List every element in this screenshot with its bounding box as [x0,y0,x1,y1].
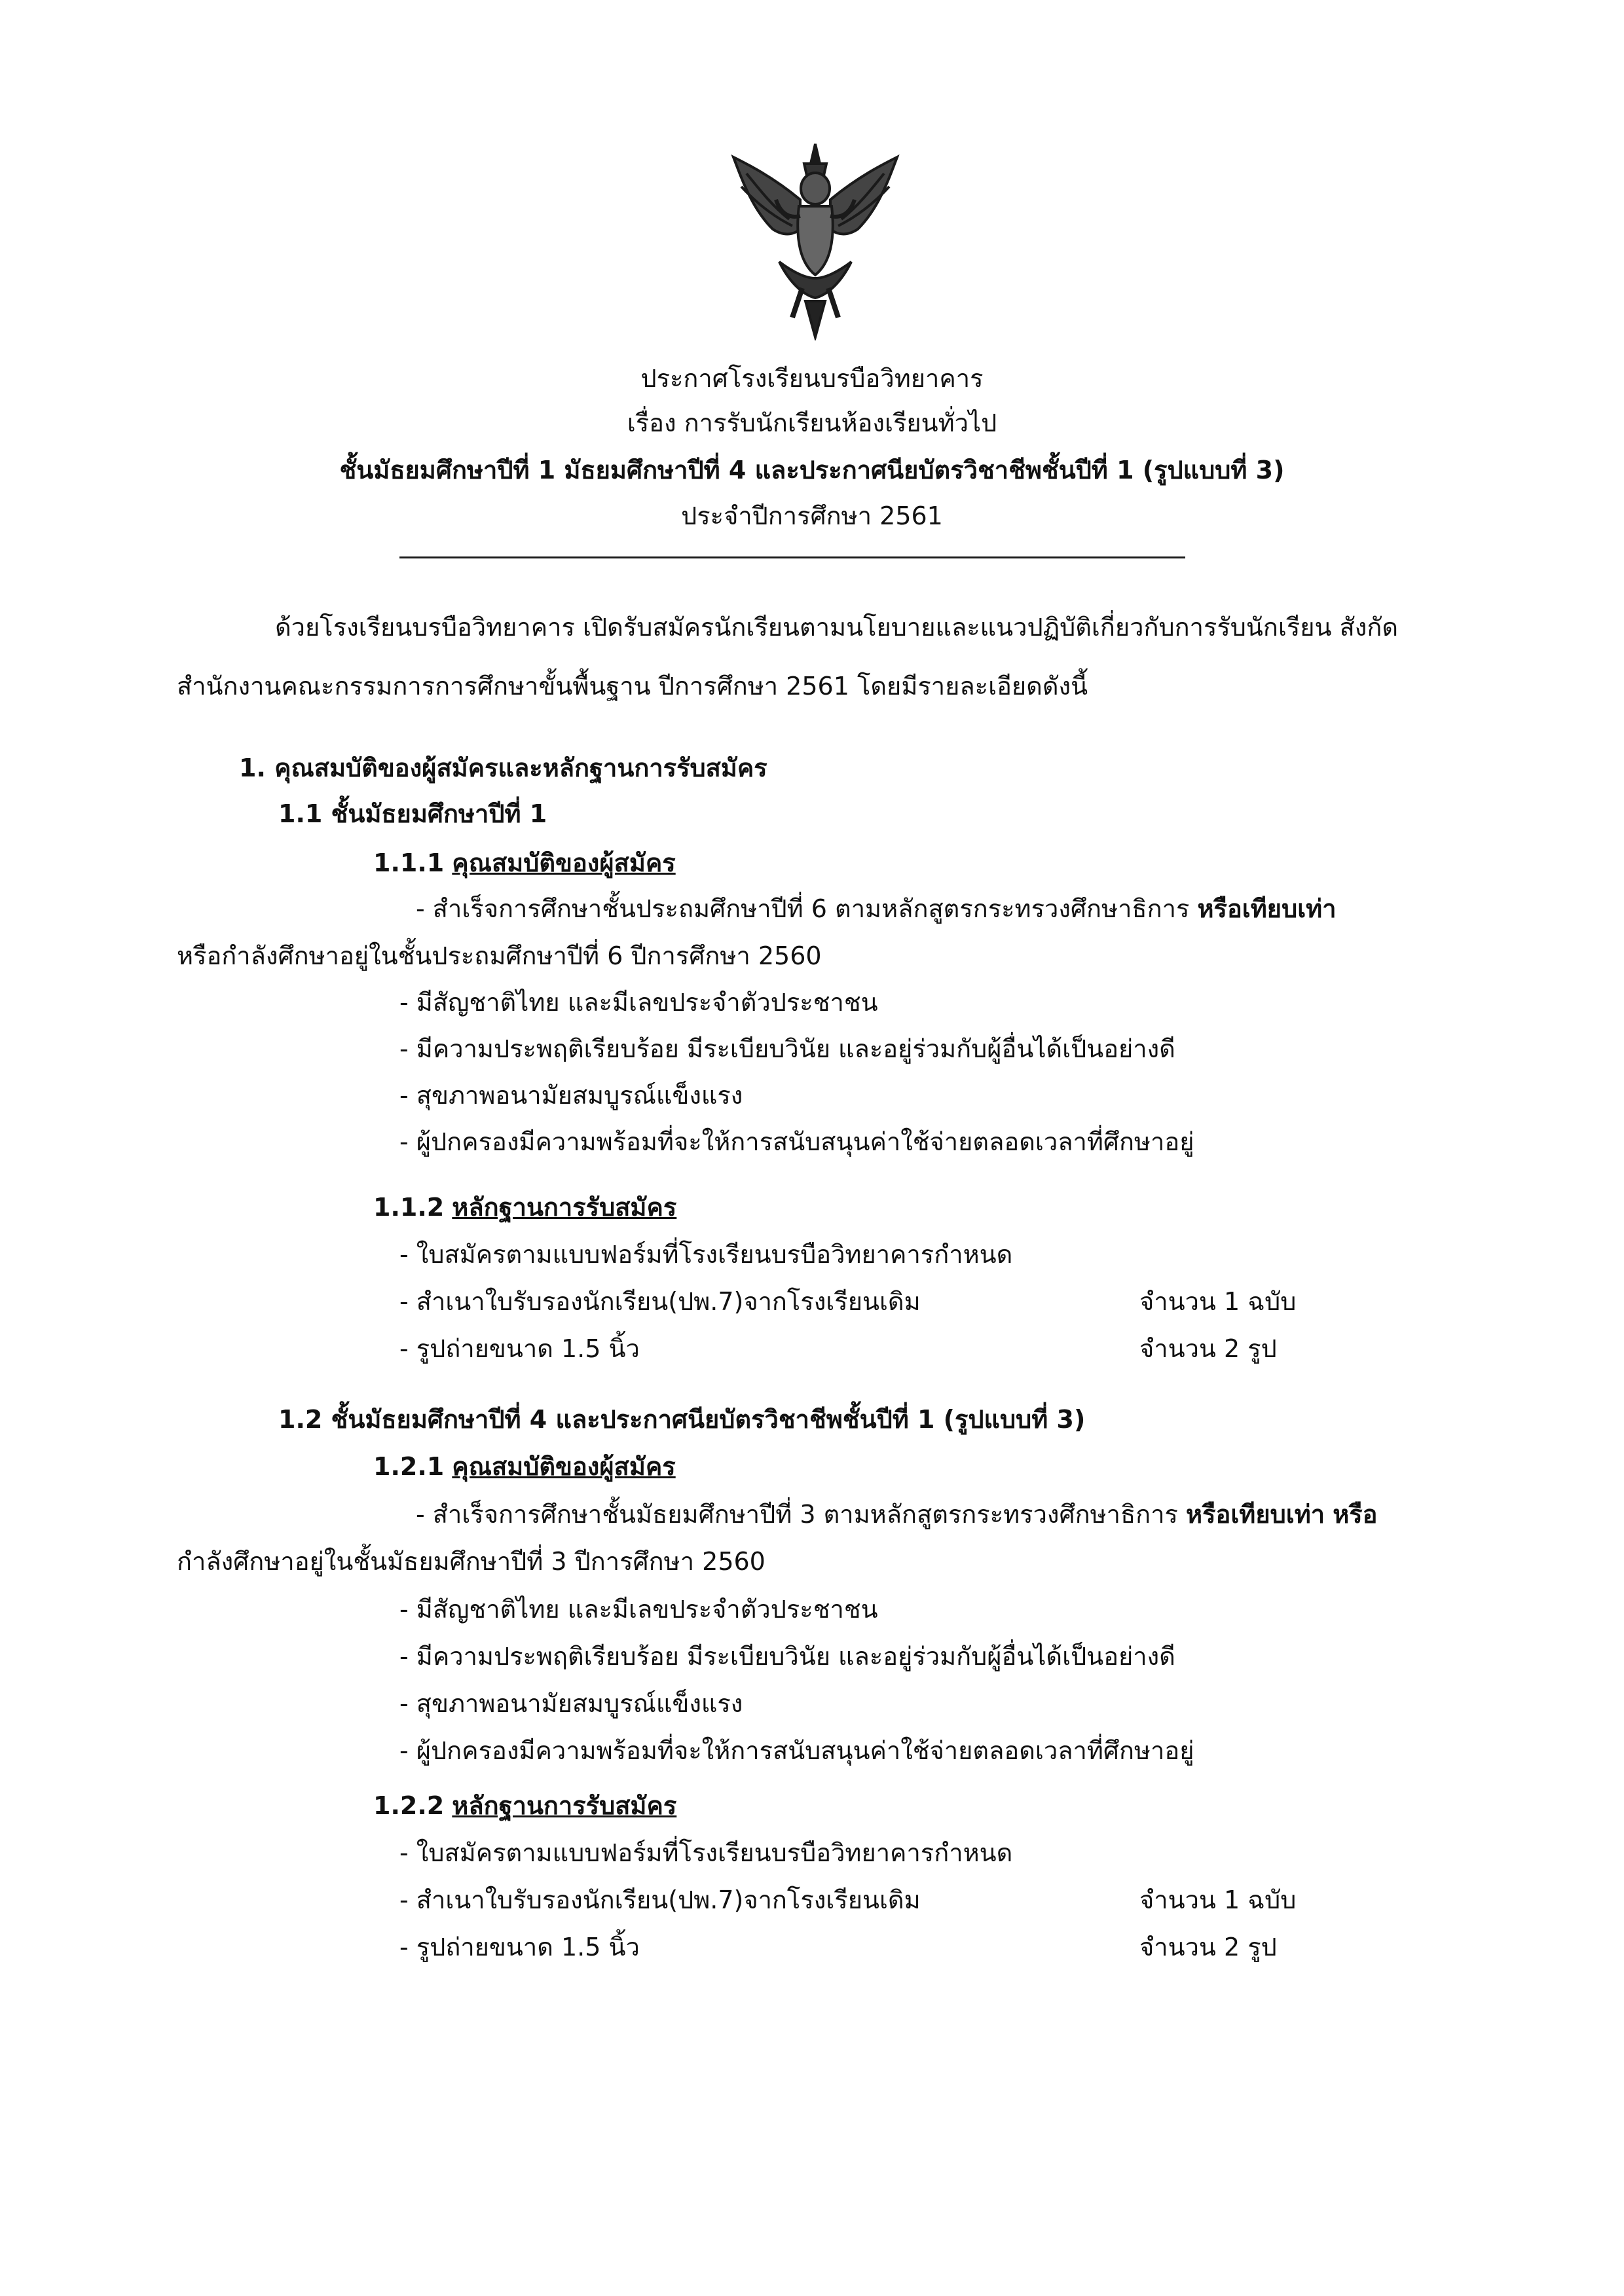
qualification-1-1-item-5: - ผู้ปกครองมีความพร้อมที่จะให้การสนับสนุนค่าใช้จ่ายตลอดเวลาที่ศึกษาอยู่ [399,1127,1194,1156]
heading-number: 1.2.2 [373,1791,445,1820]
qualification-1-1-item-1-cont: หรือกำลังศึกษาอยู่ในชั้นประถมศึกษาปีที่ 6 ปีการศึกษา 2560 [177,941,822,970]
heading-number: 1.1.1 [373,848,445,877]
evidence-1-1-item-3-qty: จำนวน 2 รูป [1139,1334,1277,1363]
heading-label: หลักฐานการรับสมัคร [452,1193,677,1222]
header-line-2: เรื่อง การรับนักเรียนห้องเรียนทั่วไป [627,409,997,437]
item-emphasis-2: หรือ [1333,1500,1378,1529]
heading-1-2-2 [373,1787,676,1824]
item-text: - สำเร็จการศึกษาชั้นมัธยมศึกษาปีที่ 3 ตามหลักสูตรกระทรวงศึกษาธิการ [416,1500,1178,1529]
evidence-1-2-item-1: - ใบสมัครตามแบบฟอร์มที่โรงเรียนบรบือวิทยาคารกำหนด [399,1838,1013,1867]
header-line-3: ชั้นมัธยมศึกษาปีที่ 1 มัธยมศึกษาปีที่ 4 และประกาศนียบัตรวิชาชีพชั้นปีที่ 1 (รูปแบบที่ 3) [339,456,1285,484]
evidence-1-1-item-2: - สำเนาใบรับรองนักเรียน(ปพ.7)จากโรงเรียนเดิม [399,1287,921,1316]
heading-number: 1.2.1 [373,1452,445,1481]
item-emphasis: หรือเทียบเท่า [1197,894,1337,923]
qualification-1-1-item-2: - มีสัญชาติไทย และมีเลขประจำตัวประชาชน [399,988,878,1017]
section-1-title: 1. คุณสมบัติของผู้สมัครและหลักฐานการรับสมัคร [239,754,767,782]
garuda-emblem-icon [727,137,904,340]
qualification-1-2-item-1-cont: กำลังศึกษาอยู่ในชั้นมัธยมศึกษาปีที่ 3 ปีการศึกษา 2560 [177,1547,766,1576]
evidence-1-1-item-2-qty: จำนวน 1 ฉบับ [1139,1287,1297,1316]
item-text: - สำเร็จการศึกษาชั้นประถมศึกษาปีที่ 6 ตามหลักสูตรกระทรวงศึกษาธิการ [416,894,1190,923]
heading-1-2-1 [373,1448,676,1485]
evidence-1-2-item-2-qty: จำนวน 1 ฉบับ [1139,1886,1297,1914]
evidence-1-2-item-3: - รูปถ่ายขนาด 1.5 นิ้ว [399,1933,640,1961]
qualification-1-2-item-4: - สุขภาพอนามัยสมบูรณ์แข็งแรง [399,1689,743,1718]
qualification-1-2-item-2: - มีสัญชาติไทย และมีเลขประจำตัวประชาชน [399,1595,878,1624]
qualification-1-2-item-1 [416,1496,1378,1533]
heading-label: หลักฐานการรับสมัคร [452,1791,677,1820]
heading-label: คุณสมบัติของผู้สมัคร [452,848,676,877]
evidence-1-1-item-3: - รูปถ่ายขนาด 1.5 นิ้ว [399,1334,640,1363]
header-line-1: ประกาศโรงเรียนบรบือวิทยาคาร [640,364,984,393]
heading-1-1-1 [373,845,676,881]
subsection-1-1-title: 1.1 ชั้นมัธยมศึกษาปีที่ 1 [278,799,547,828]
subsection-1-2-title: 1.2 ชั้นมัธยมศึกษาปีที่ 4 และประกาศนียบัตรวิชาชีพชั้นปีที่ 1 (รูปแบบที่ 3) [278,1405,1086,1434]
heading-label: คุณสมบัติของผู้สมัคร [452,1452,676,1481]
header-line-4: ประจำปีการศึกษา 2561 [681,501,943,530]
heading-number: 1.1.2 [373,1193,445,1222]
qualification-1-2-item-3: - มีความประพฤติเรียบร้อย มีระเบียบวินัย และอยู่ร่วมกับผู้อื่นได้เป็นอย่างดี [399,1642,1175,1671]
header-divider [399,556,1185,558]
evidence-1-2-item-2: - สำเนาใบรับรองนักเรียน(ปพ.7)จากโรงเรียนเดิม [399,1886,921,1914]
heading-1-1-2 [373,1189,676,1226]
qualification-1-1-item-4: - สุขภาพอนามัยสมบูรณ์แข็งแรง [399,1081,743,1110]
item-emphasis: หรือเทียบเท่า [1186,1500,1325,1529]
qualification-1-1-item-3: - มีความประพฤติเรียบร้อย มีระเบียบวินัย และอยู่ร่วมกับผู้อื่นได้เป็นอย่างดี [399,1034,1175,1063]
evidence-1-1-item-1: - ใบสมัครตามแบบฟอร์มที่โรงเรียนบรบือวิทยาคารกำหนด [399,1240,1013,1269]
intro-line-1: ด้วยโรงเรียนบรบือวิทยาคาร เปิดรับสมัครนักเรียนตามนโยบายและแนวปฏิบัติเกี่ยวกับการรับนักเรียน สังกัด [275,613,1399,642]
evidence-1-2-item-3-qty: จำนวน 2 รูป [1139,1933,1277,1961]
intro-line-2: สำนักงานคณะกรรมการการศึกษาขั้นพื้นฐาน ปีการศึกษา 2561 โดยมีรายละเอียดดังนี้ [177,672,1088,701]
qualification-1-1-item-1 [416,890,1337,927]
qualification-1-2-item-5: - ผู้ปกครองมีความพร้อมที่จะให้การสนับสนุนค่าใช้จ่ายตลอดเวลาที่ศึกษาอยู่ [399,1736,1194,1765]
